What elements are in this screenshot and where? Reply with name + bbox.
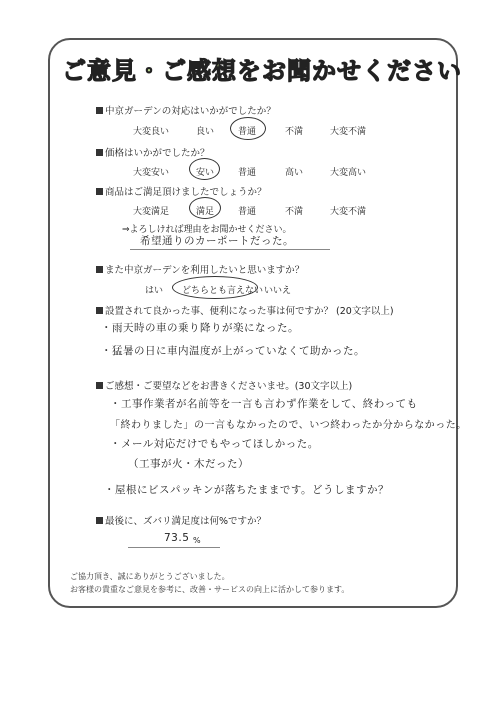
question-benefits: 設置されて良かった事、便利になった事は何ですか？ (20文字以上) <box>96 303 394 317</box>
bullet-square-icon <box>96 266 103 273</box>
option-price-1[interactable]: 大変安い <box>133 168 170 178</box>
selected-price-circle <box>189 158 220 180</box>
survey-title: ご意見・ご感想をお聞かせください <box>62 57 462 85</box>
option-product-2[interactable]: 満足 <box>196 207 215 217</box>
option-price-3[interactable]: 普通 <box>238 168 257 178</box>
question-service: 中京ガーデンの対応はいかがでしたか？ <box>96 103 276 117</box>
satisfaction-value: 73.5 <box>164 532 190 544</box>
bullet-square-icon <box>96 188 103 195</box>
footer-thanks: ご協力頂き、誠にありがとうございました。 <box>70 572 230 581</box>
selected-service-circle <box>230 117 266 140</box>
feedback-answer-1: ・工事作業者が名前等を一言も言わず作業をして、終わっても <box>110 398 418 410</box>
bullet-square-icon <box>96 517 103 524</box>
option-reuse-1[interactable]: はい <box>145 286 164 296</box>
option-price-2[interactable]: 安い <box>196 168 215 178</box>
bullet-square-icon <box>96 382 103 389</box>
question-product: 商品はご満足頂けましたでしょうか？ <box>96 184 267 198</box>
option-reuse-3[interactable]: いいえ <box>264 286 292 296</box>
benefit-answer-2: ・猛暑の日に車内温度が上がっていなくて助かった。 <box>101 345 365 357</box>
option-service-1[interactable]: 大変良い <box>133 127 170 137</box>
option-product-4[interactable]: 不満 <box>285 207 304 217</box>
question-reuse: また中京ガーデンを利用したいと思いますか？ <box>96 262 304 276</box>
reason-prompt: ⇒よろしければ理由をお聞かせください。 <box>122 225 292 235</box>
option-product-1[interactable]: 大変満足 <box>133 207 170 217</box>
reason-answer: 希望通りのカーポートだった。 <box>140 235 294 247</box>
satisfaction-unit: % <box>193 536 202 545</box>
option-service-3[interactable]: 普通 <box>238 127 257 137</box>
satisfaction-underline <box>128 547 220 548</box>
bullet-square-icon <box>96 107 103 114</box>
bullet-square-icon <box>96 149 103 156</box>
option-product-5[interactable]: 大変不満 <box>330 207 367 217</box>
option-price-5[interactable]: 大変高い <box>330 168 367 178</box>
question-satisfaction: 最後に、ズバリ満足度は何%ですか？ <box>96 513 266 527</box>
bullet-square-icon <box>96 307 103 314</box>
option-price-4[interactable]: 高い <box>285 168 304 178</box>
question-price: 価格はいかがでしたか？ <box>96 145 210 159</box>
option-service-2[interactable]: 良い <box>196 127 215 137</box>
feedback-answer-2: 「終わりました」の一言もなかったので、いつ終わったか分からなかった。 <box>110 420 467 431</box>
feedback-answer-3: ・メール対応だけでもやってほしかった。 <box>110 438 319 450</box>
feedback-answer-4: （工事が火・木だった） <box>128 458 249 470</box>
question-feedback: ご感想・ご要望などをお書きくださいませ。(30文字以上) <box>96 378 352 392</box>
option-reuse-2[interactable]: どちらとも言えない <box>182 286 264 296</box>
feedback-answer-5: ・屋根にビスパッキンが落ちたままです。どうしますか？ <box>104 484 390 496</box>
option-product-3[interactable]: 普通 <box>238 207 257 217</box>
reason-underline <box>130 249 330 250</box>
footer-message: お客様の貴重なご意見を参考に、改善・サービスの向上に活かして参ります。 <box>70 585 350 594</box>
selected-product-circle <box>189 197 221 219</box>
option-service-5[interactable]: 大変不満 <box>330 127 367 137</box>
option-service-4[interactable]: 不満 <box>285 127 304 137</box>
selected-reuse-circle <box>172 276 258 299</box>
benefit-answer-1: ・雨天時の車の乗り降りが楽になった。 <box>101 322 299 334</box>
